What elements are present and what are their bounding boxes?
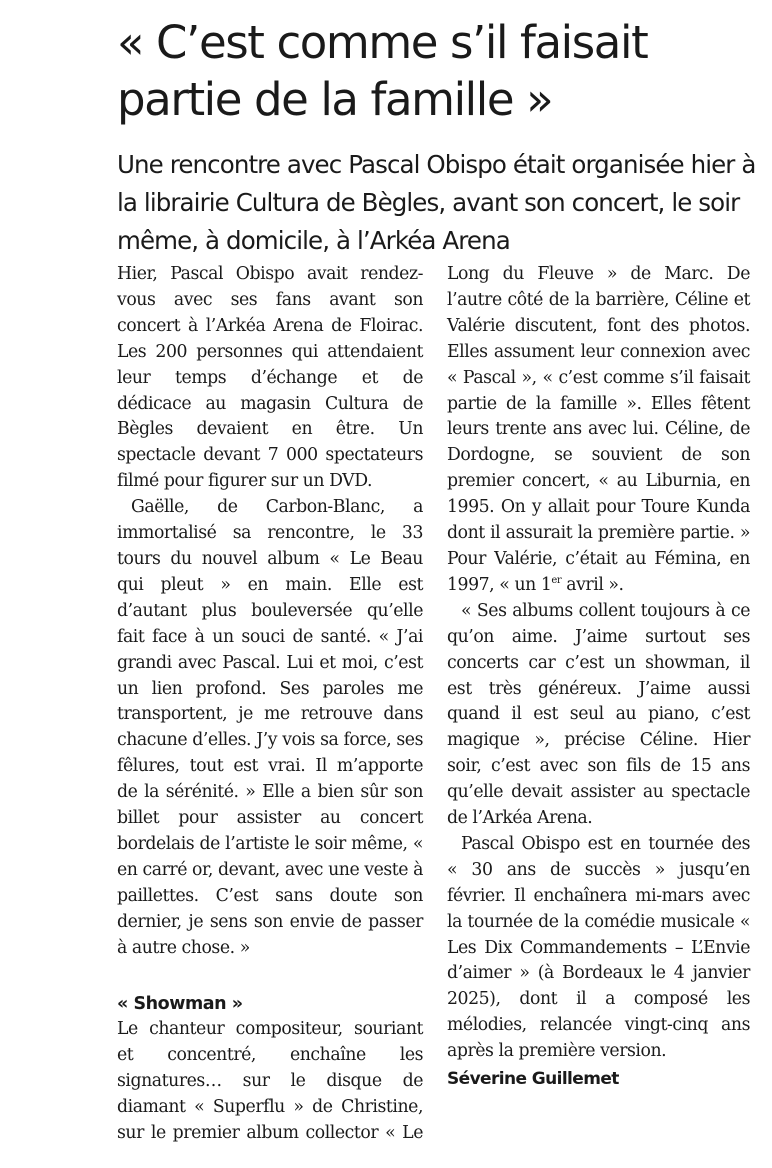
ordinal-suffix: er [551,575,562,587]
paragraph-celine-quote: « Ses albums collent toujours à ce qu’on aime. J’aime surtout ses concerts car c’est un showman, il est très généreux. J’aime aussi quand il est seul au piano, c’est magique », précise Céline. Hier soir, c’est avec son fils de 15 ans qu’elle devait assister au spectacle de l’Arkéa Arena. [447,600,750,829]
paragraph-showman-start [117,1017,423,1147]
paragraph-tour: Pascal Obispo est en tournée des « 30 ans de succès » jusqu’en février. Il enchaînera mi-mars avec la tournée de la comédie musicale « Les Dix Commandements – L’Envie d’aimer » (à Bordeaux le 4 janvier 2025), dont il a composé les mélodies, relancée vingt-cinq ans après la première version. [447,833,750,1062]
author-signature: Séverine Guillemet [447,1069,619,1090]
paragraph-showman-text: Le chanteur compositeur, souriant et concentré, enchaîne les signatures… sur le disque de diamant « Superflu » de Christine, sur le premier album collector « Le [117,1019,424,1144]
paragraph-intro: Hier, Pascal Obispo avait rendez-vous avec ses fans avant son concert à l’Arkéa Arena de Floirac. Les 200 personnes qui attendaient leur temps d’échange et de dédicace au magasin Cultura de Bègles devaient en être. Un spectacle devant 7 000 spectateurs filmé pour figurer sur un DVD. [117,264,423,492]
article-subheadline: Une rencontre avec Pascal Obispo était organisée hier à la librairie Cultura de Bègles, avant son concert, le soir même, à domicile, à l’Arkéa Arena [117,150,756,255]
paragraph-showman-end: avril ». [561,574,624,595]
intertitle-showman: « Showman » [117,994,243,1015]
paragraph-gaelle: Gaëlle, de Carbon-Blanc, a immortalisé sa rencontre, le 33 tours du nouvel album « Le Beau qui pleut » en main. Elle est d’autant plus bouleversée qu’elle fait face à un souci de santé. « J’ai grandi avec Pascal. Lui et moi, c’est un lien profond. Ses paroles me transportent, je me retrouve dans chacune d’elles. J’y vois sa force, ses fêlures, tout est vrai. Il m’apporte de la sérénité. » Elle a bien sûr son billet pour assister au concert bordelais de l’artiste le soir même, « en carré or, devant, avec une veste à paillettes. C’est sans doute son dernier, je sens son envie de passer à autre chose. » [117,497,423,958]
article-column-right [447,262,750,1091]
article-headline: « C’est comme s’il faisait partie de la famille » [117,16,648,126]
paragraph-showman-text-continued: Long du Fleuve » de Marc. De l’autre côté de la barrière, Céline et Valérie discutent, font des photos. Elles assument leur connexion avec « Pascal », « c’est comme s’il faisait partie de la famille ». Elles fêtent leurs trente ans avec lui. Céline, de Dordogne, se souvient de son premier concert, « au Liburnia, en 1995. On y allait pour Toure Kunda dont il assurait la première partie. » Pour Valérie, c’était au Fémina, en 1997, « un 1 [447,264,751,595]
paragraph-showman-continued [447,262,750,599]
article-column-left [117,262,423,1147]
